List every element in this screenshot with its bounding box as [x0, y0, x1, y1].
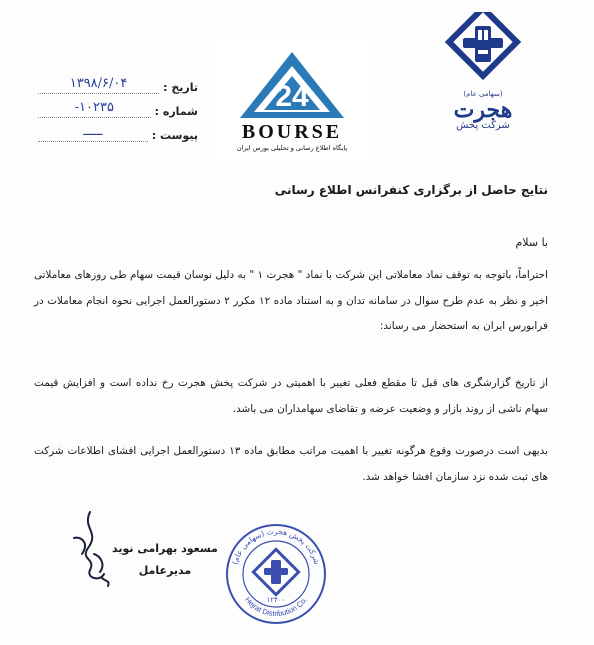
bourse-wordmark: BOURSE — [241, 121, 343, 143]
paragraph-1: احتراماً، باتوجه به توقف نماد معاملاتی این شرکت با نماد " هجرت ۱ " به دلیل نوسان قیمت سهام طی روزهای معاملاتی اخیر و نظر به عدم طرح سوال در سامانه تدان و به استناد ماده ۱۲ مکرر ۲ دستورالعمل اجرایی نحوه انجام معاملات در فرابورس ایران به استحضار می رساند: — [34, 269, 549, 332]
attachment-row — [38, 118, 198, 142]
attachment-label: پیوست : — [151, 129, 198, 142]
paragraph-2: از تاریخ گزارشگری های قبل تا مقطع فعلی تغییر با اهمیتی در شرکت پخش هجرت رخ نداده است و افزایش قیمت سهام ناشی از روند بازار و وضعیت عرضه و تقاضای سهامداران می باشد. — [34, 377, 548, 415]
bourse-triangle-icon — [232, 50, 352, 120]
company-prefix: شرکت پخش — [456, 120, 510, 131]
bourse-tagline: پایگاه اطلاع رسانی و تحلیلی بورس ایران — [236, 144, 348, 152]
svg-text:24: 24 — [275, 80, 309, 113]
number-label: شماره : — [154, 105, 198, 118]
signer-title: مدیرعامل — [138, 564, 192, 577]
number-row — [38, 94, 198, 118]
svg-text:شرکت پخش هجرت (سهامی عام) — [230, 527, 321, 566]
stamp-text-fa: شرکت پخش هجرت (سهامی عام) — [230, 526, 322, 566]
date-label: تاریخ : — [163, 81, 198, 94]
paragraph-3: بدیهی است درصورت وقوع هرگونه تغییر با اهمیت مراتب مطابق ماده ۱۳ دستورالعمل اجرایی افشای اطلاعات شرکت های ثبت شده نزد سازمان افشا خواهد شد. — [34, 445, 548, 483]
bourse-logo — [216, 40, 368, 160]
number-value: ۱۰۲۳۵- — [38, 99, 151, 118]
hejrat-emblem-icon — [441, 12, 525, 84]
signer-name: مسعود بهرامی نوید — [112, 542, 218, 555]
salutation: با سلام — [515, 236, 548, 249]
stamp-text-en: Hejrat Distribution Co. — [243, 595, 309, 619]
company-subtitle: (سهامی عام) — [463, 90, 503, 98]
letter-meta — [38, 70, 198, 142]
date-row — [38, 70, 198, 94]
attachment-value: ـــــ — [38, 123, 148, 142]
hejrat-logo — [428, 12, 538, 130]
handwritten-signature-icon — [60, 508, 120, 590]
signer-block — [112, 538, 218, 582]
stamp-number: ۱۲۴۰۰ — [266, 596, 286, 604]
letter-subject: نتایج حاصل از برگزاری کنفرانس اطلاع رسانی — [274, 183, 548, 197]
company-stamp-icon — [224, 522, 328, 626]
date-value: ۱۳۹۸/۶/۰۴ — [38, 75, 159, 94]
company-name: هجرت — [453, 97, 513, 123]
